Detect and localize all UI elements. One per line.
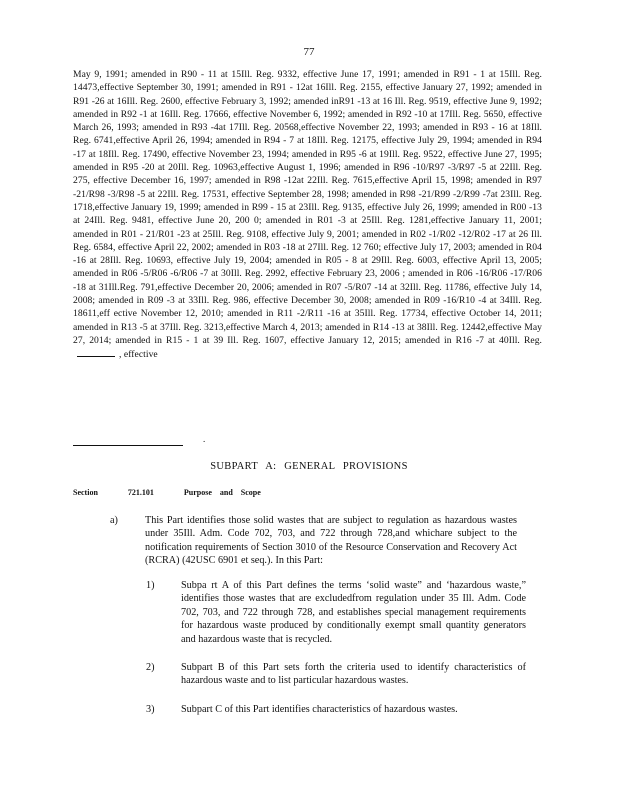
paragraph-a-marker: a): [110, 515, 118, 526]
section-divider: [73, 445, 183, 446]
subpart-heading: SUBPART A: GENERAL PROVISIONS: [210, 461, 408, 472]
amendment-history: [73, 68, 542, 362]
section-label: Section: [73, 488, 98, 497]
amendment-history-tail: , effective: [119, 349, 158, 361]
paragraph-1-marker: 1): [146, 580, 155, 591]
amendment-history-text: May 9, 1991; amended in R90 - 11 at 15Ill. Reg. 9332, effective June 17, 1991; amended in R91 - 1 at 15Ill. Reg. 14473,effective September 30, 1991; amended in R91 - 12at 16Ill. Reg. 2155, effective January 27, 1992; amended in R91 -26 at 16Ill. Reg. 2600, effective February 3, 1992; amended inR91 -13 at 16 Ill. Reg. 9519, effective June 9, 1992; amended in R92 -1 at 16Ill. Reg. 17666, effective November 6, 1992; amended in R92 -10 at 17Ill. Reg. 5650, effective March 26, 1993; amended in R93 -4at 17Ill. Reg. 20568,effective November 22, 1993; amended in R93 - 16 at 18Ill. Reg. 6741,effective April 26, 1994; amended in R94 - 7 at 18Ill. Reg. 12175, effective July 29, 1994; amended in R94 -17 at 18Ill. Reg. 17490, effective November 23, 1994; amended in R95 -6 at 19Ill. Reg. 9522, effective June 27, 1995; amended in R95 -20 at 20Ill. Reg. 10963,effective August 1, 1996; amended in R96 -10/R97 -3/R97 -5 at 22Ill. Reg. 275, effective December 16, 1997; amended in R98 -12at 22Ill. Reg. 7615,effective April 15, 1998; amended in R97 -21/R98 -3/R98 -5 at 22Ill. Reg. 17531, effective September 28, 1998; amended in R98 -21/R99 -2/R99 -7at 23Ill. Reg. 1718,effective January 19, 1999; amended in R99 - 15 at 23Ill. Reg. 9135, effective July 26, 1999; amended in R00 -13 at 24Ill. Reg. 9481, effective June 20, 200 0; amended in R01 -3 at 25Ill. Reg. 1281,effective January 11, 2001; amended in R01 - 21/R01 -23 at 25Ill. Reg. 9108, effective July 9, 2001; amended in R02 -1/R02 -12/R02 -17 at 26 Ill. Reg. 6584, effective April 22, 2002; amended in R03 -18 at 27Ill. Reg. 12 760; effective July 17, 2003; amended in R04 -16 at 28Ill. Reg. 10693, effective July 19, 2004; amended in R05 - 8 at 29Ill. Reg. 6003, effective April 13, 2005; amended in R06 -5/R06 -6/R06 -7 at 30Ill. Reg. 2992, effective February 23, 2006 ; amended in R06 -16/R06 -17/R06 -18 at 31Ill.Reg. 791,effective December 20, 2006; amended in R07 -5/R07 -14 at 32Ill. Reg. 11786, effective July 14, 2008; amended in R09 -3 at 33Ill. Reg. 986, effective December 30, 2008; amended in R09 -16/R10 -4 at 34Ill. Reg. 18611,eff ective November 12, 2010; amended in R11 -2/R11 -16 at 35Ill. Reg. 17734, effective October 14, 2011; amended in R13 -5 at 37Ill. Reg. 3213,effective March 4, 2013; amended in R14 -13 at 38Ill. Reg. 12442,effective May 27, 2014; amended in R15 - 1 at 39 Ill. Reg. 1607, effective January 12, 2015; amended in R16 -7 at 40Ill. Reg.: [73, 69, 542, 346]
paragraph-2: Subpart B of this Part sets forth the criteria used to identify characteristics of hazardous waste and to list particular hazardous wastes.: [181, 662, 526, 687]
page-number: 77: [303, 46, 315, 58]
paragraph-1: Subpa rt A of this Part defines the terms ‘solid waste” and ‘hazardous waste,” identifies those wastes that are excludedfrom regulation under 35 Ill. Adm. Code 702, 703, and 722 through 728, and establishes special management requirements for hazardous waste produced by conditionally exempt small quantity generators and hazardous waste that is recycled.: [181, 580, 526, 645]
section-heading: [73, 488, 283, 497]
paragraph-a: This Part identifies those solid wastes that are subject to regulation as hazardous wastes under 35Ill. Adm. Code 702, 703, and 722 through 728,and whichare subject to the notification requirements of Section 3010 of the Resource Conservation and Recovery Act (RCRA) (42USC 6901 et seq.). In this Part:: [145, 515, 517, 567]
section-number: 721.101: [127, 488, 154, 497]
section-title: Purpose and Scope: [183, 488, 261, 497]
paragraph-3: Subpart C of this Part identifies characteristics of hazardous wastes.: [181, 704, 458, 715]
paragraph-3-marker: 3): [146, 704, 155, 715]
paragraph-2-marker: 2): [146, 662, 155, 673]
register-blank: [77, 347, 115, 357]
divider-mark: .: [203, 434, 206, 444]
